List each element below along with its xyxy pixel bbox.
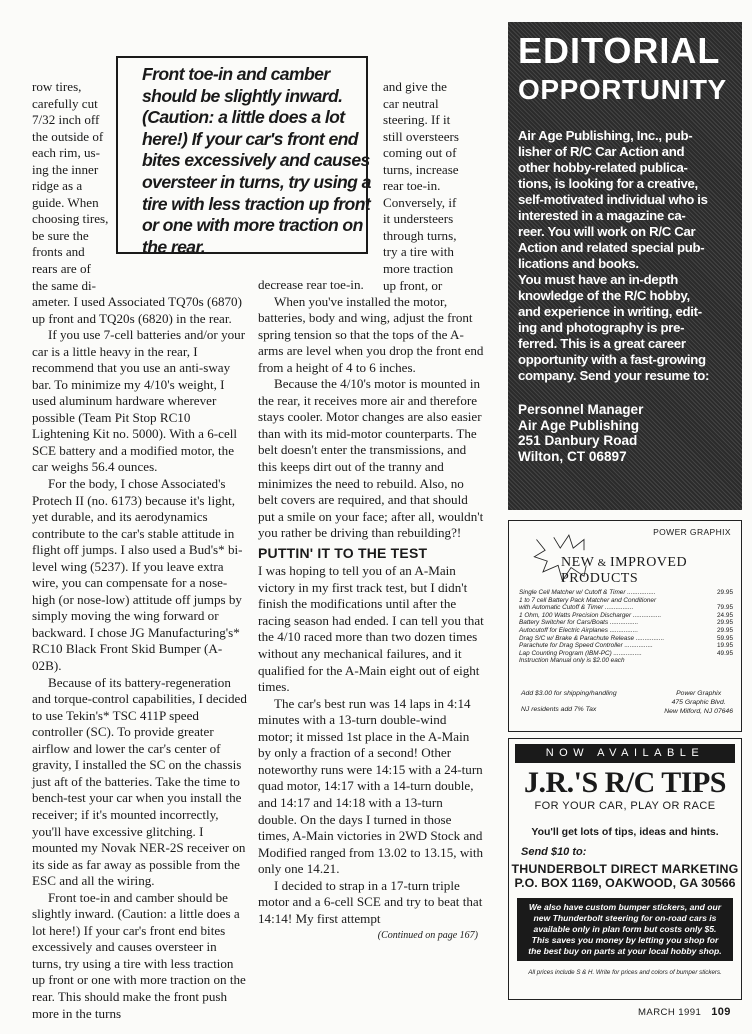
ad-subtitle: FOR YOUR CAR, PLAY OR RACE: [534, 800, 716, 812]
paragraph: For the body, I chose Associated's Protech II (no. 6173) because it's light, yet durable, and its aerodynamics contribute to the car's stable attitude in flight off jumps. I also used a Bud's* bi-level wing (5237). If you leave extra wire, you can compensate for a nose-high (or nose-low) attitude off jumps by simply moving the wing forward or backward. I chose JG Manufacturing's* RC10 Black Front Skid Bumper (A-02B).: [32, 476, 243, 674]
promo-line: We also have custom bumper stickers, and our: [528, 902, 722, 912]
ad-body-line: company. Send your resume to:: [518, 368, 710, 383]
product-price: 79.95: [717, 604, 733, 612]
text-line: try a tire with: [383, 244, 454, 260]
paragraph: The car's best run was 14 laps in 4:14 minutes with a 13-turn double-wind motor; it missed 1st place in the A-Main by only a fraction of a second! Other noteworthy runs were 14:15 with a 24-turn quad motor, 14:17 with a 14-turn double, and 14:17 and 14:18 with a 13-turn double. On the days I turned in those times, A-Main victories in 2WD Stock and Modified ranged from 13.02 to 13.15, with only one 14.21.: [258, 695, 484, 877]
paragraph: When you've installed the motor, batteries, body and wing, adjust the front spring tension so that the tops of the A-arms are level when you drop the front end from a height of 4 to 6 inches.: [258, 293, 484, 375]
product-price: 59.95: [717, 634, 733, 642]
text-line: ridge as a: [32, 178, 83, 194]
brand-name: POWER GRAPHIX: [653, 527, 731, 537]
power-graphix-ad: [508, 520, 742, 732]
text-line: it understeers: [383, 211, 454, 227]
ad-title: EDITORIAL: [518, 30, 721, 71]
text-line: rears are of: [32, 261, 91, 277]
company-address: P.O. BOX 1169, OAKWOOD, GA 30566: [514, 876, 736, 890]
product-name: 1 Ohm, 100 Watts Precision Discharger ................: [519, 611, 662, 619]
product-price: 24.95: [717, 611, 733, 619]
text-line: row tires,: [32, 79, 82, 94]
ad-body-line: You must have an in-depth: [518, 272, 679, 287]
paragraph: Front toe-in and camber should be slightly inward. (Caution: a little does a lot here!) If your car's front end bites excessively and causes oversteer in turns, try using a tire with less traction up front or one with more traction on the rear. This should make the front push more in the turns: [32, 889, 246, 1021]
text-line: turns, increase: [383, 161, 459, 177]
column2-wrap-text: [383, 79, 483, 294]
text-line: the same di-: [32, 277, 96, 293]
ad-body-line: reer. You will work on R/C Car: [518, 224, 696, 239]
product-name: Single Cell Matcher w/ Cutoff & Timer ................: [519, 589, 656, 596]
text-line: steering. If it: [383, 112, 451, 128]
continued-note: (Continued on page 167): [377, 930, 478, 942]
availability-banner: NOW AVAILABLE: [515, 744, 735, 763]
product-row: [519, 589, 733, 597]
address-line: Personnel Manager: [518, 402, 644, 417]
product-row: [519, 657, 733, 665]
page-number: 109: [711, 1006, 731, 1018]
text-line: ing the inner: [32, 161, 99, 177]
text-line: and give the: [383, 79, 447, 94]
ad-body-line: interested in a magazine ca-: [518, 208, 686, 223]
paragraph: decrease rear toe-in.: [258, 277, 364, 292]
product-price: 29.95: [717, 589, 733, 596]
product-row: [519, 627, 733, 635]
product-row: [519, 650, 733, 658]
product-price: 49.95: [717, 649, 733, 657]
pull-quote-line: here!) If your car's front end: [142, 128, 358, 149]
pull-quote-line: bites excessively and causes: [142, 150, 370, 171]
ad-body-line: and experience in writing, edit-: [518, 304, 702, 319]
pull-quote-line: the rear.: [142, 236, 206, 257]
text-line: carefully cut: [32, 95, 98, 111]
product-row: [519, 604, 733, 612]
section-heading: PUTTIN' IT TO THE TEST: [258, 544, 428, 561]
pull-quote: [116, 56, 371, 257]
ad-tagline: You'll get lots of tips, ideas and hints.: [531, 826, 719, 838]
paragraph: I decided to strap in a 17-turn triple motor and a 6-cell SCE and try to beat that 14:14! My first attempt: [258, 877, 483, 926]
text-line: be sure the: [32, 227, 89, 243]
text-line: choosing tires,: [32, 211, 109, 227]
address-line: Air Age Publishing: [518, 417, 640, 433]
product-name: Lap Counting Program (IBM-PC) ................: [519, 649, 642, 657]
pull-quote-line: Front toe-in and camber: [142, 64, 330, 84]
text-line: car neutral: [383, 95, 439, 111]
paragraph: Because the 4/10's motor is mounted in the rear, it receives more air and therefore stays cooler. Motor changes are also easier than with its mid-motor counterparts. The belt doesn't enter the transmissions, and this keeps dirt out of the tranny and minimizes the need to rebuild. Also, no belt covers are required, and that should put a smile on your face; after all, wouldn't you rather be driving than rebuilding?!: [258, 376, 484, 541]
promo-line: new Thunderbolt steering for on-road cars is: [533, 913, 717, 923]
promo-line: This saves you money by letting you shop for: [531, 935, 719, 945]
ad-body-line: Air Age Publishing, Inc., pub-: [518, 128, 693, 143]
product-name: Autocutoff for Electric Airplanes ................: [519, 626, 639, 634]
page-folio: [638, 1006, 731, 1018]
address-line: New Milford, NJ 07646: [664, 708, 733, 715]
ad-body-line: opportunity with a fast-growing: [518, 352, 706, 367]
product-row: [519, 642, 733, 650]
ad-body-line: lisher of R/C Car Action and: [518, 144, 685, 159]
send-price: Send $10 to:: [521, 846, 587, 858]
issue-date: MARCH 1991: [638, 1007, 702, 1018]
order-info: Add $3.00 for shipping/handling NJ residents add 7% Tax Power Graphix 475 Graphic Blvd. New Milford, NJ 07646: [521, 690, 733, 715]
address-line: Wilton, CT 06897: [518, 448, 627, 464]
product-name: 1 to 7 cell Battery Pack Matcher and Conditioner: [519, 596, 657, 604]
product-name: Parachute for Drag Speed Controller ................: [519, 642, 653, 650]
text-line: Conversely, if: [383, 194, 457, 210]
address-line: 251 Danbury Road: [518, 433, 638, 448]
promo-line: the best buy on parts at your local hobby shop.: [528, 946, 722, 956]
paragraph: ameter. I used Associated TQ70s (6870) up front and TQ20s (6820) in the rear.: [32, 294, 242, 326]
ad-body-line: ferred. This is a great career: [518, 336, 686, 351]
ad-body-line: Action and related special pub-: [518, 240, 705, 255]
promo-box: [517, 898, 733, 961]
paragraph: I was hoping to tell you of an A-Main victory in my first track test, but I didn't finish the modifications until after the racing season had ended. I can tell you that the 4/10 raced more than two dozen times without any mechanical failures, and it qualified for the A-Main eight out of eight times.: [258, 563, 484, 695]
pull-quote-line: or one with more traction on: [142, 215, 363, 236]
text-line: guide. When: [32, 194, 99, 210]
text-line: still oversteers: [383, 128, 459, 144]
product-name: Drag S/C w/ Brake & Parachute Release ................: [519, 634, 665, 642]
product-price: 29.95: [717, 619, 733, 627]
pull-quote-line: oversteer in turns, try using a: [142, 171, 371, 192]
ad-address: [518, 402, 643, 464]
headline: NEW & IMPROVED PRODUCTS: [561, 555, 688, 586]
product-row: [519, 619, 733, 627]
ad-body-line: lications and books.: [518, 256, 639, 271]
text-line: up front, or: [383, 277, 443, 293]
pull-quote-line: should be slightly inward.: [142, 85, 343, 106]
text-line: rear toe-in.: [383, 178, 441, 194]
promo-line: available only in plan form but costs only $5.: [533, 924, 717, 934]
ad-body-line: ing and photography is pre-: [518, 320, 685, 335]
product-name: with Automatic Cutoff & Timer ................: [519, 604, 634, 612]
ad-body-line: knowledge of the R/C hobby,: [518, 288, 690, 303]
text-line: more traction: [383, 261, 454, 277]
paragraph: If you use 7-cell batteries and/or your car is a little heavy in the rear, I recommend that you use an anti-sway bar. To minimize my 4/10's weight, I used aluminum hardware wherever possible (Team Pit Stop RC10 Lightening Kit no. 5000). With a 6-cell SCE battery and a modified motor, the car weighs 56.4 ounces.: [32, 327, 246, 475]
product-price: 29.95: [717, 626, 733, 634]
ad-body-line: other hobby-related publica-: [518, 160, 688, 175]
product-row: [519, 597, 733, 605]
text-line: each rim, us-: [32, 145, 100, 161]
text-line: through turns,: [383, 227, 457, 243]
ad-title: J.R.'S R/C TIPS: [523, 766, 726, 799]
column1-wrap-text: [32, 79, 116, 294]
product-price: 19.95: [717, 642, 733, 650]
ad-subtitle: OPPORTUNITY: [518, 74, 727, 105]
address-line: 475 Graphic Blvd.: [671, 699, 726, 706]
text-line: the outside of: [32, 128, 104, 144]
ad-body: [518, 128, 740, 384]
paragraph: Because of its battery-regeneration and torque-control capabilities, I decided to use Tekin's* TSC 411P speed controller (SC). To provide greater airflow and lower the car's center of gravity, I installed the SC on the chassis just aft of the batteries. Take the time to bench-test your car when you install the receiver; if it's mounted incorrectly, you'll have excessive glitching. I mounted my Novak NER-2S receiver on its side as far away as possible from the ESC and all the wiring.: [32, 674, 247, 889]
text-line: fronts and: [32, 244, 85, 260]
ad-body-line: self-motivated individual who is: [518, 192, 708, 207]
product-list: [519, 589, 733, 665]
editorial-opportunity-ad: [508, 22, 742, 510]
product-name: Instruction Manual only is $2.00 each: [519, 657, 625, 665]
text-line: 7/32 inch off: [32, 112, 100, 128]
company-name: THUNDERBOLT DIRECT MARKETING: [511, 862, 739, 876]
fine-print: All prices include S & H. Write for prices and colors of bumper stickers.: [528, 969, 722, 976]
product-row: [519, 635, 733, 643]
ad-body-line: tions, is looking for a creative,: [518, 176, 698, 191]
product-name: Battery Switcher for Cars/Boats ................: [519, 619, 639, 627]
column1-body: [32, 294, 248, 1022]
address-line: Power Graphix: [676, 690, 722, 697]
text-line: coming out of: [383, 145, 457, 161]
pull-quote-line: tire with less traction up front: [142, 193, 371, 214]
product-row: [519, 612, 733, 620]
jr-rc-tips-ad: [508, 738, 742, 1000]
pull-quote-line: (Caution: a little does a lot: [142, 107, 345, 128]
column2-body: [258, 277, 484, 945]
